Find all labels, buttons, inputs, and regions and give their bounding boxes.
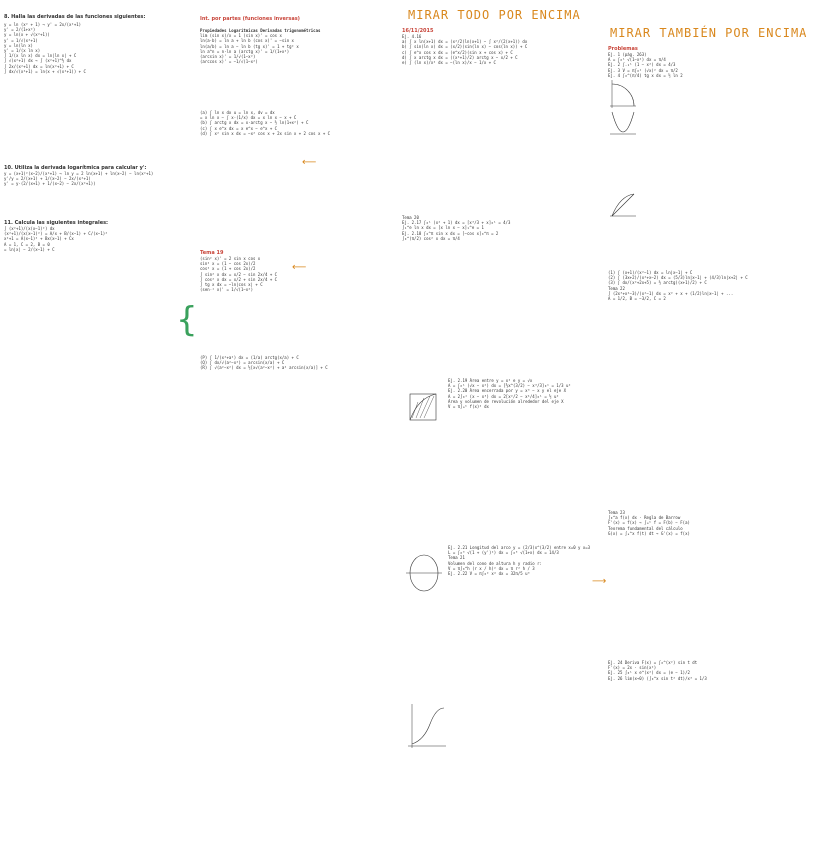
formula-line: Tema 20	[402, 215, 419, 220]
sheet-title: MIRAR TAMBIÉN POR ENCIMA	[610, 26, 808, 40]
formula-line: (2) ∫ (3x+2)/(x²+x−2) dx = (5/3)ln|x−1| + (4/3)ln|x+2| + C	[608, 275, 748, 281]
formula-line: Ej. 25 ∫₀¹ x e^(x²) dx = (e − 1)/2	[608, 670, 690, 676]
problems-block-4	[608, 660, 813, 681]
formula-line: A = 2∫₀¹ (x − x³) dx = 2[x²/2 − x⁴/4]₀¹ = ½ u²	[448, 393, 559, 399]
problems-heading: Problemas	[608, 46, 638, 52]
formula-line: Ej. 2.17 ∫₀¹ (x² + 1) dx = [x³/3 + x]₀¹ = 4/3	[402, 220, 511, 226]
arrow-left-icon: ⟵	[292, 262, 307, 273]
formula-line: F'(x) = 2x · sin(x²)	[608, 665, 657, 671]
formula-line: y' = y·(2/(x+1) + 1/(x−2) − 2x/(x²+1))	[4, 181, 96, 187]
formula-line: = x ln x − ∫ x·(1/x) dx = x ln x − x + C	[200, 115, 297, 121]
formula-line: y = ln(x + √(x²+1))	[4, 32, 50, 38]
formula-line: A = ∫₀¹ √(1−x²) dx = π/4	[608, 57, 666, 63]
formula-line: ln a^n = n·ln a (arctg x)' = 1/(1+x²)	[200, 48, 290, 54]
brace-icon: {	[176, 300, 198, 340]
formula-line: Ej. 2.21 Longitud del arco y = (2/3)x^(3/2) entre x=0 y x=3	[448, 545, 591, 550]
formula-line: ln(a·b) = ln a + ln b (cos x)' = −sin x	[200, 38, 294, 44]
formula-line: Teorema fundamental del cálculo	[608, 525, 683, 531]
formula-line: (arcsin x)' = 1/√(1−x²)	[200, 54, 256, 60]
formula-line: y' = 1/(x ln x)	[4, 48, 41, 54]
formula-line: y = (x+1)²(x−2)/(x²+1) → ln y = 2 ln(x+1) + ln(x−2) − ln(x²+1)	[4, 171, 154, 176]
formula-line: (P) ∫ 1/(x²+a²) dx = (1/a) arctg(x/a) + C	[200, 355, 299, 360]
problems-block-2	[608, 270, 813, 301]
formula-line: Tema 23	[608, 510, 625, 515]
formula-line: b) ∫ sin(ln x) dx = (x/2)(sin(ln x) − cos(ln x)) + C	[402, 44, 528, 50]
exercise-8	[4, 14, 191, 74]
formula-line: c) ∫ e^x cos x dx = (e^x/2)(sin x + cos x) + C	[402, 49, 513, 55]
formula-line: Área y volumen de revolución alrededor del eje X	[448, 398, 564, 404]
area-sketch	[404, 388, 444, 428]
formula-line: A = 1, C = 2, B = 0	[4, 241, 50, 247]
formula-line: (3) ∫ dx/(x²+2x+5) = ½ arctg((x+1)/2) + C	[608, 280, 707, 286]
exercise-11-heading: 11. Calcula las siguientes integrales:	[4, 220, 109, 226]
standard-integrals	[200, 355, 392, 371]
properties-table	[200, 28, 392, 64]
block-1	[402, 28, 599, 65]
volume-sketch	[404, 548, 444, 598]
formula-line: (sen⁻¹ x)' = 1/√(1−x²)	[200, 287, 253, 293]
red-heading: Int. por partes (funciones inversas)	[200, 16, 300, 22]
formula-line: ∫ √(x²+1) dx → ∫ (x²+1)^½ dx	[4, 58, 72, 64]
formula-line: ∫₀^a f(x) dx · Regla de Barrow	[608, 515, 681, 521]
formula-line: Ej. 4 ∫₀^(π/4) tg x dx = ½ ln 2	[608, 72, 683, 78]
formula-line: ∫ 2x/(x²+1) dx = ln(x²+1) + C	[4, 63, 74, 69]
date-label: 16/11/2015	[402, 28, 434, 34]
formula-line: = ln|x| − 2/(x−1) + C	[4, 246, 55, 252]
formula-line: ∫ 1/(x ln x) dx = ln|ln x| + C	[4, 53, 77, 59]
formula-line: Ej. 2.22 V = π∫₀² x⁴ dx = 32π/5 u³	[448, 571, 530, 577]
region-sketch	[608, 190, 638, 220]
formula-line: Volumen del cono de altura h y radio r:	[448, 560, 542, 566]
formula-line: ∫₁^e ln x dx = [x ln x − x]₁^e = 1	[402, 225, 484, 231]
parts-integrals	[200, 110, 392, 136]
curve-sketch	[404, 700, 448, 750]
formula-line: L = ∫₀³ √(1 + (y')²) dx = ∫₀³ √(1+x) dx = 14/3	[448, 550, 559, 556]
red-title-line	[200, 16, 392, 22]
formula-line: Ej. 4.16	[402, 34, 422, 39]
formula-line: (a) ∫ ln x dx u = ln x, dv = dx	[200, 110, 275, 115]
formula-line: (d) ∫ x² sin x dx = −x² cos x + 2x sin x + 2 cos x + C	[200, 130, 331, 136]
formula-line: sin² x = (1 − cos 2x)/2	[200, 261, 256, 267]
formula-line: (R) ∫ √(a²−x²) dx = ½[x√(a²−x²) + a² arcsin(x/a)] + C	[200, 365, 328, 371]
formula-line: G(x) = ∫ₐ^x f(t) dt → G'(x) = f(x)	[608, 530, 690, 536]
formula-line: (sin² x)' = 2 sin x cos x	[200, 256, 261, 261]
formula-line: y' = 2/(1+x²)	[4, 27, 36, 33]
formula-line: A = 1/2, B = −3/2, C = 2	[608, 296, 666, 302]
problems-block-1	[608, 46, 813, 78]
formula-line: Ej. 2.18 ∫₀^π sin x dx = [−cos x]₀^π = 2	[402, 230, 499, 236]
formula-line: Ej. 24 Deriva F(x) = ∫₀^(x²) sin t dt	[608, 660, 698, 665]
formula-line: (c) ∫ x e^x dx = x e^x − e^x + C	[200, 125, 278, 131]
formula-line: ∫ (x²+1)/(x(x−1)²) dx	[4, 226, 55, 231]
formula-line: (x²+1)/(x(x−1)²) = A/x + B/(x−1) + C/(x−1)²	[4, 231, 108, 237]
arrow-left-icon: ⟵	[302, 157, 317, 168]
formula-line: ∫ dx/√(x²+1) = ln(x + √(x²+1)) + C	[4, 68, 86, 74]
formula-line: Ej. 2.19 Área entre y = x² e y = √x	[448, 378, 533, 383]
formula-line: V = π∫ₐᵇ f(x)² dx	[448, 404, 489, 410]
block-4	[448, 545, 598, 576]
formula-line: cos² x = (1 + cos 2x)/2	[200, 266, 256, 272]
exercise-8-lines	[4, 22, 191, 74]
formula-line: ∫ (2x³+x²−3)/(x²−1) dx = x² + x + (1/2)ln|x−1| + ...	[608, 290, 734, 296]
formula-line: y = ln (x² + 1) → y' = 2x/(x²+1)	[4, 22, 82, 27]
formula-line: (1) ∫ (x+1)/(x²−1) dx = ln|x−1| + C	[608, 270, 693, 275]
parabola-sketch	[608, 108, 638, 138]
formula-line: ∫₀^(π/2) cos² x dx = π/4	[402, 235, 460, 241]
formula-line: F'(x) = f(x) → ∫ₐᵇ f = F(b) − F(a)	[608, 520, 690, 526]
sheet-title: MIRAR TODO POR ENCIMA	[408, 8, 581, 22]
formula-line: Ej. 1 (pág. 263)	[608, 52, 647, 57]
formula-line: d) ∫ x arctg x dx = ((x²+1)/2) arctg x − x/2 + C	[402, 54, 518, 60]
topic-heading: Tema 19	[200, 250, 224, 256]
formula-line: a) ∫ x ln(x+1) dx = (x²/2)ln(x+1) − ∫ x²/(2(x+1)) dx	[402, 39, 528, 45]
block-3	[448, 378, 598, 409]
formula-line: A = ∫₀¹ (√x − x²) dx = [⅔x^(3/2) − x³/3]₀¹ = 1/3 u²	[448, 383, 571, 389]
arrow-right-icon: ⟶	[592, 576, 607, 587]
formula-line: ∫ tg x dx = −ln|cos x| + C	[200, 282, 263, 288]
formula-line: Ej. 2 ∫₋₁¹ (1 − x²) dx = 4/3	[608, 62, 676, 68]
exercise-8-heading: 8. Halla las derivadas de las funciones siguientes:	[4, 14, 146, 20]
formula-line: lim (sin x)/x = 1 (sin x)' = cos x	[200, 33, 282, 39]
formula-line: Ej. 2.20 Área encerrada por y = x³ − x y el eje X	[448, 388, 567, 394]
formula-line: y' = 1/√(x²+1)	[4, 37, 38, 43]
exercise-10-heading: 10. Utiliza la derivada logarítmica para calcular y':	[4, 165, 147, 171]
formula-line: (Q) ∫ dx/√(a²−x²) = arcsin(x/a) + C	[200, 360, 285, 366]
quarter-circle-sketch	[608, 78, 638, 108]
formula-line: (b) ∫ arctg x dx = x·arctg x − ½ ln(1+x²) + C	[200, 120, 309, 126]
formula-line: Ej. 26 lim(x→0) (∫₀^x sin t² dt)/x³ = 1/3	[608, 675, 707, 681]
table-header: Propiedades Logarítmicas Derivadas trigonométricas	[200, 28, 321, 33]
formula-line: (arccos x)' = −1/√(1−x²)	[200, 59, 258, 65]
formula-line: Tema 22	[608, 285, 625, 291]
formula-line: Tema 21	[448, 555, 465, 561]
exercise-10	[4, 165, 191, 187]
formula-line: x²+1 = A(x−1)² + Bx(x−1) + Cx	[4, 236, 74, 242]
formula-line: V = π∫₀^h (r x / h)² dx = π r² h / 3	[448, 565, 535, 571]
formula-line: y = ln(ln x)	[4, 42, 33, 48]
exercise-11	[4, 220, 191, 252]
formula-line: e) ∫ (ln x)/x² dx = −(ln x)/x − 1/x + C	[402, 60, 496, 66]
formula-line: ln(a/b) = ln a − ln b (tg x)' = 1 + tg² x	[200, 43, 299, 49]
formula-line: y'/y = 2/(x+1) + 1/(x−2) − 2x/(x²+1)	[4, 176, 91, 182]
formula-line: ∫ cos² x dx = x/2 + sin 2x/4 + C	[200, 276, 278, 282]
block-2	[402, 215, 599, 241]
formula-line: ∫ sin² x dx = x/2 − sin 2x/4 + C	[200, 271, 278, 277]
problems-block-3	[608, 510, 813, 536]
formula-line: Ej. 3 V = π∫₀¹ (√x)² dx = π/2	[608, 67, 678, 73]
